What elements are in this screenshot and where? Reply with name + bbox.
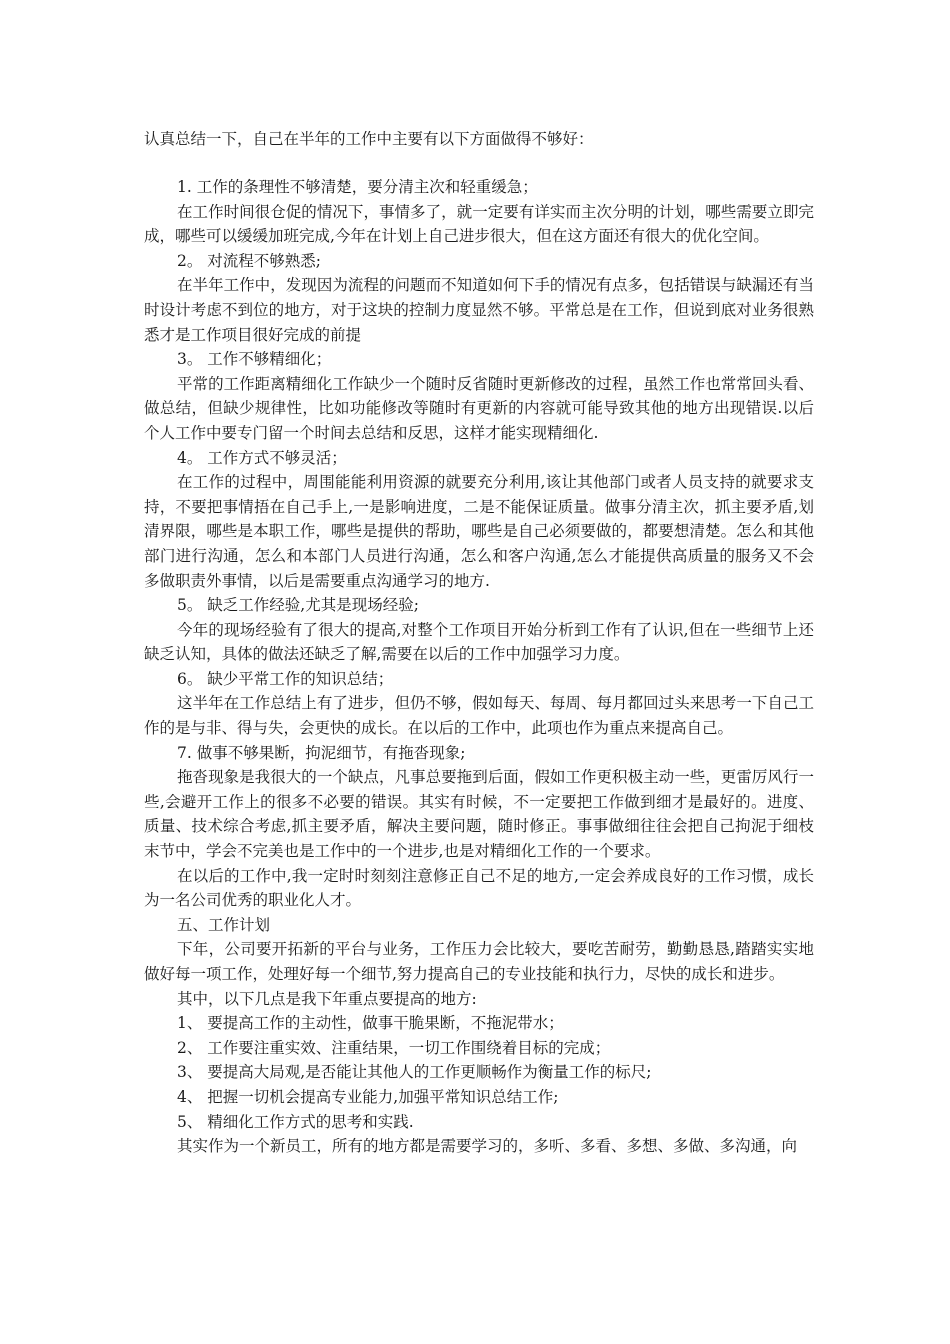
list-item-heading: 5。 缺乏工作经验,尤其是现场经验; [177,596,419,615]
body-paragraph: 在工作的过程中，周围能能利用资源的就要充分利用,该让其他部门或者人员支持的就要求支持，不要把事情捂在自己手上,一是影响进度，二是不能保证质量。做事分清主次，抓主要矛盾,划清界限，哪些是本职工作，哪些是提供的帮助，哪些是自己必须要做的，都要想清楚。怎么和其他部门进行沟通，怎么和本部门人员进行沟通，怎么和客户沟通,怎么才能提供高质量的服务又不会多做职责外事情，以后是需要重点沟通学习的地方. [144,473,814,590]
paragraph-list [144,175,814,1159]
body-paragraph: 下年，公司要开拓新的平台与业务，工作压力会比较大，要吃苦耐劳，勤勤恳恳,踏踏实实地做好每一项工作，处理好每一个细节,努力提高自己的专业技能和执行力，尽快的成长和进步。 [144,940,814,983]
list-item-heading: 其中，以下几点是我下年重点要提高的地方: [177,989,477,1008]
body-paragraph: 今年的现场经验有了很大的提高,对整个工作项目开始分析到工作有了认识,但在一些细节上还缺乏认知，具体的做法还缺乏了解,需要在以后的工作中加强学习力度。 [144,620,814,664]
body-paragraph: 在以后的工作中,我一定时时刻刻注意修正自己不足的地方,一定会养成良好的工作习惯，成长为一名公司优秀的职业化人才。 [144,866,814,910]
body-paragraph: 其实作为一个新员工，所有的地方都是需要学习的，多听、多看、多想、多做、多沟通，向 [177,1137,798,1156]
list-item-heading: 6。 缺少平常工作的知识总结； [177,669,394,688]
list-item-heading: 1. 工作的条理性不够清楚，要分清主次和轻重缓急； [177,178,538,196]
list-item-heading: 五、工作计划 [177,915,271,934]
list-item-heading: 4。 工作方式不够灵活； [177,448,347,467]
body-paragraph: 平常的工作距离精细化工作缺少一个随时反省随时更新修改的过程，虽然工作也常常回头看、做总结，但缺少规律性，比如功能修改等随时有更新的内容就可能导致其他的地方出现错误.以后个人工作中要专门留一个时间去总结和反思，这样才能实现精细化. [144,374,814,442]
document-body [144,127,814,1159]
body-paragraph: 在工作时间很仓促的情况下，事情多了，就一定要有详实而主次分明的计划，哪些需要立即完成，哪些可以缓缓加班完成,今年在计划上自己进步很大，但在这方面还有很大的优化空间。 [144,202,814,246]
body-paragraph: 在半年工作中，发现因为流程的问题而不知道如何下手的情况有点多，包括错误与缺漏还有当时设计考虑不到位的地方，对于这块的控制力度显然不够。平常总是在工作，但说到底对业务很熟悉才是工作项目很好完成的前提 [144,276,814,344]
list-item-heading: 3、 要提高大局观,是否能让其他人的工作更顺畅作为衡量工作的标尺; [177,1063,652,1082]
list-item-heading: 2、 工作要注重实效、注重结果，一切工作围绕着目标的完成； [177,1038,611,1057]
list-item-heading: 3。 工作不够精细化； [177,350,332,369]
list-item-heading: 1、 要提高工作的主动性，做事干脆果断，不拖泥带水； [177,1014,564,1033]
list-item-heading: 5、 精细化工作方式的思考和实践. [177,1112,414,1131]
list-item-heading: 4、 把握一切机会提高专业能力,加强平常知识总结工作; [177,1087,559,1106]
body-paragraph: 这半年在工作总结上有了进步，但仍不够，假如每天、每周、每月都回过头来思考一下自己工作的是与非、得与失，会更快的成长。在以后的工作中，此项也作为重点来提高自己。 [144,694,814,738]
body-paragraph: 拖沓现象是我很大的一个缺点，凡事总要拖到后面，假如工作更积极主动一些，更雷厉风行一些,会避开工作上的很多不必要的错误。其实有时候，不一定要把工作做到细才是最好的。进度、质量、技术综合考虑,抓主要矛盾，解决主要问题，随时修正。事事做细往往会把自己拘泥于细枝末节中，学会不完美也是工作中的一个进步,也是对精细化工作的一个要求。 [144,768,814,861]
intro-line: 认真总结一下，自己在半年的工作中主要有以下方面做得不够好： [144,130,594,148]
list-item-heading: 2。 对流程不够熟悉; [177,251,322,270]
list-item-heading: 7. 做事不够果断，拘泥细节，有拖沓现象; [177,743,466,762]
